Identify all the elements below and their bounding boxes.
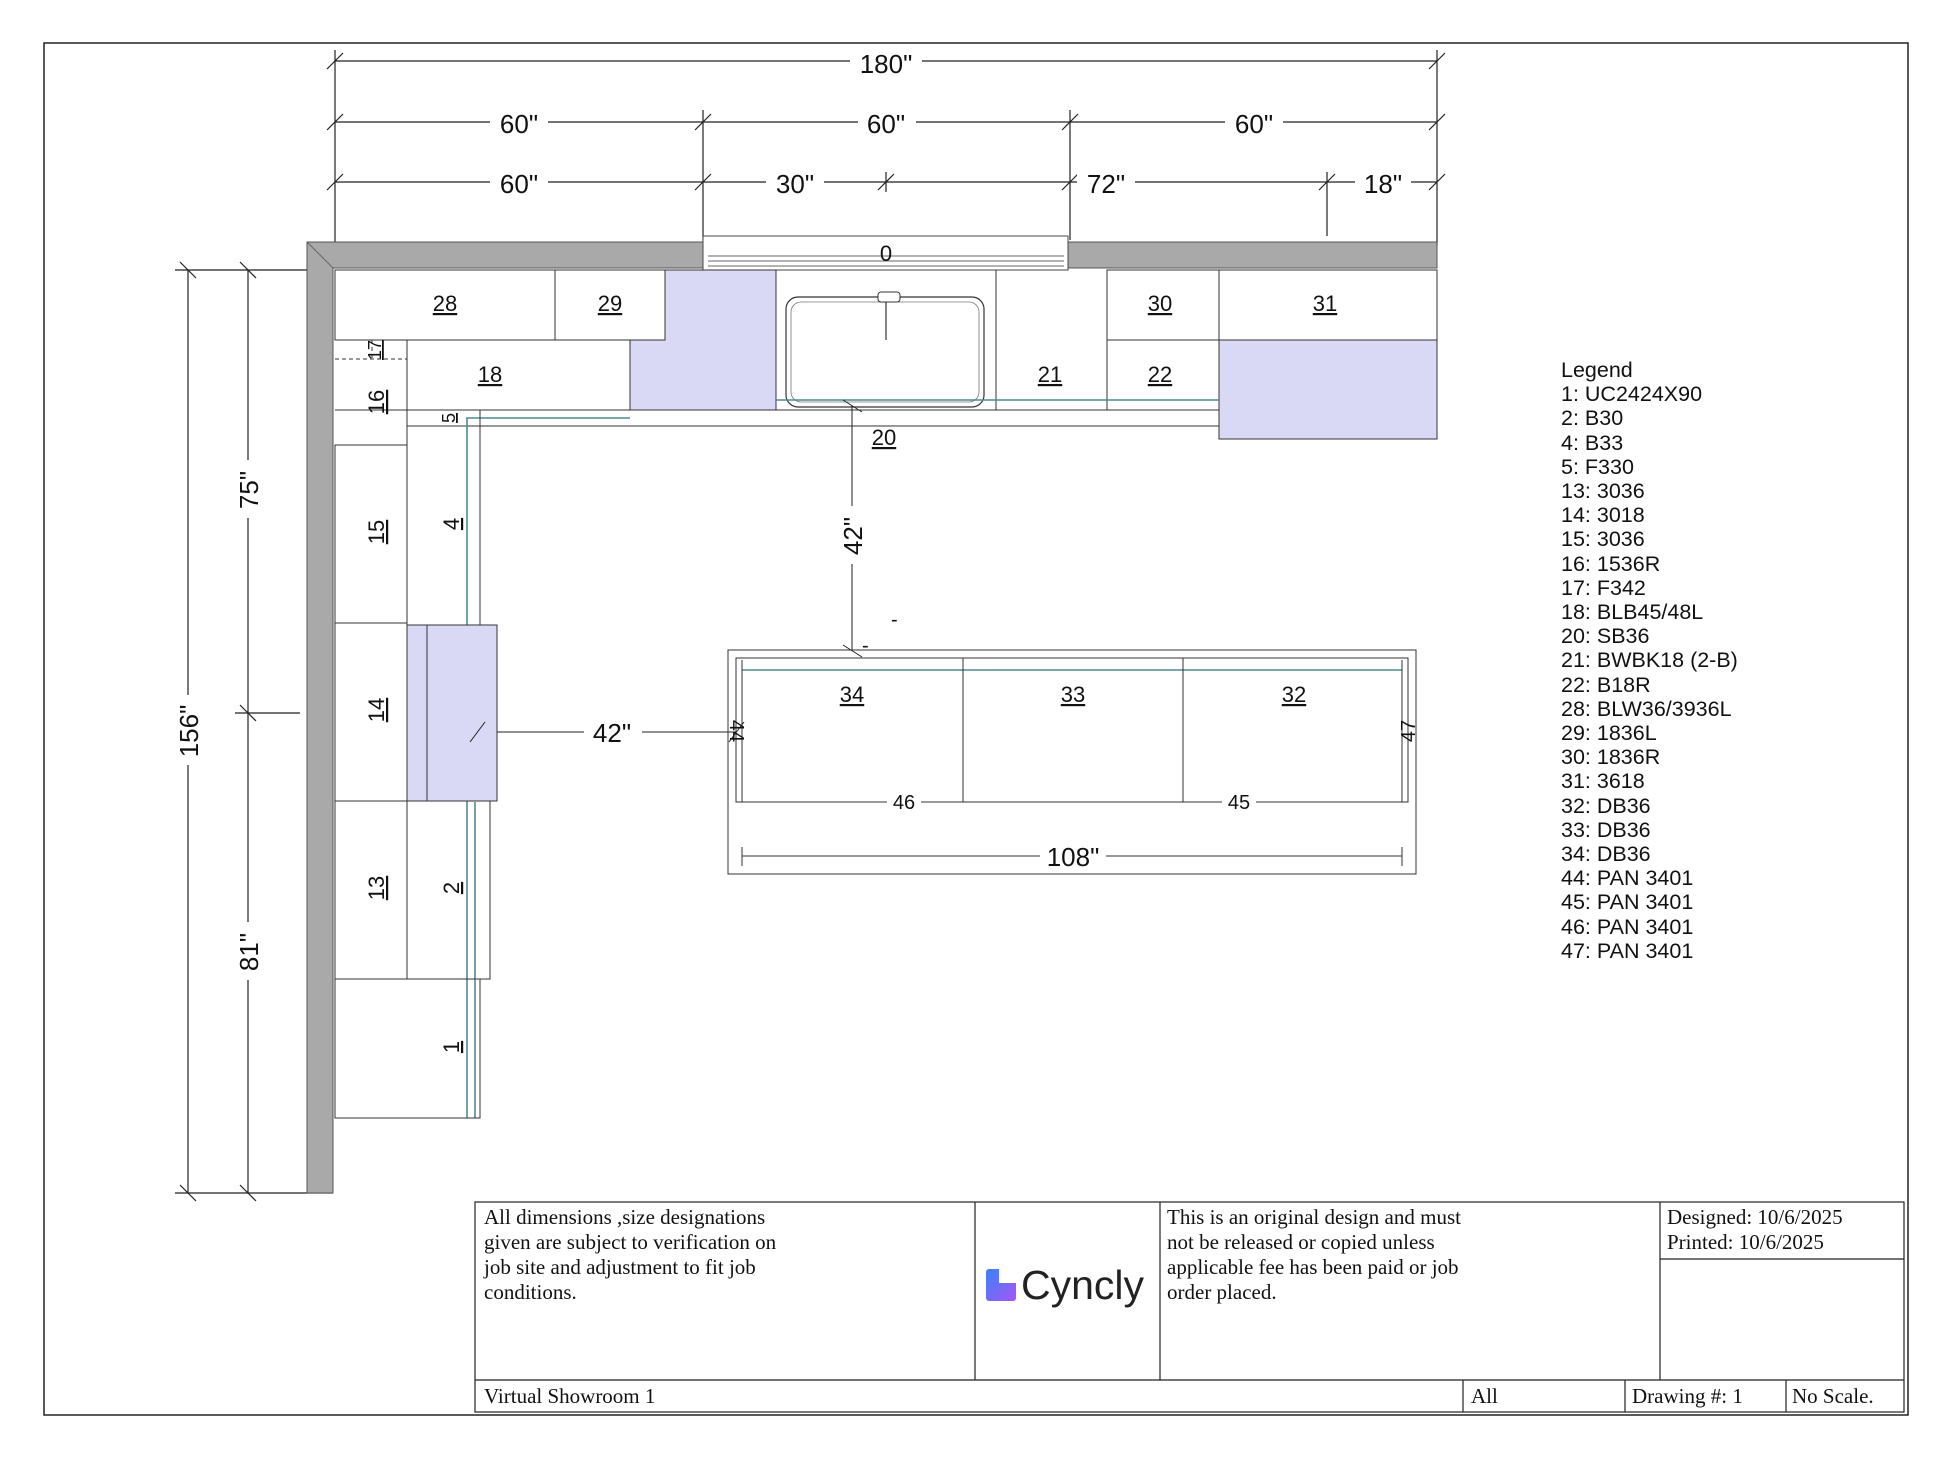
legend-item: 30: 1836R (1561, 745, 1661, 770)
legend-item: 44: PAN 3401 (1561, 866, 1694, 891)
cabinet-28: 28 (432, 291, 458, 316)
legend-title: Legend (1561, 358, 1633, 382)
legend-item: 18: BLB45/48L (1561, 600, 1704, 625)
legend-item: 13: 3036 (1561, 479, 1645, 504)
dim-left-lower: 81" (234, 932, 264, 972)
panel-46: 46 (892, 792, 916, 814)
notice-line: order placed. (1167, 1280, 1277, 1304)
scale-note: No Scale. (1792, 1384, 1874, 1408)
panel-47: 47 (1398, 719, 1420, 743)
disclaimer-text (484, 1205, 776, 1305)
disclaimer-line: given are subject to verification on (484, 1230, 777, 1254)
cabinet-highlight-right (1219, 340, 1437, 439)
legend-item: 21: BWBK18 (2-B) (1561, 648, 1738, 673)
sink-basin (786, 297, 984, 407)
dim-top-a: 60" (499, 109, 539, 139)
view-name: All (1471, 1384, 1498, 1408)
legend-item: 1: UC2424X90 (1561, 382, 1703, 407)
dim-top-b: 60" (866, 109, 906, 139)
window-label: 0 (879, 241, 893, 266)
dates (1667, 1205, 1843, 1255)
dim-aisle-vertical: 42" (838, 516, 868, 556)
cabinet-20: 20 (871, 425, 897, 450)
cabinet-34: 34 (839, 682, 865, 707)
legend-item: 4: B33 (1561, 430, 1624, 455)
legend-item: 47: PAN 3401 (1561, 938, 1694, 963)
legend-item: 34: DB36 (1561, 842, 1651, 867)
drawing-number: Drawing #: 1 (1632, 1384, 1743, 1408)
project-name: Virtual Showroom 1 (484, 1384, 656, 1408)
dim-overall-top: 180" (859, 49, 913, 79)
notice-line: not be released or copied unless (1167, 1230, 1435, 1254)
dim-top-c: 60" (1234, 109, 1274, 139)
designed-date: Designed: 10/6/2025 (1667, 1205, 1843, 1229)
cabinet-16: 16 (364, 389, 389, 415)
legend-item: 22: B18R (1561, 672, 1651, 697)
top-dimension-labels (490, 48, 1411, 199)
dim-left-overall: 156" (174, 704, 204, 758)
dim-island-length: 108" (1046, 842, 1100, 872)
cyncly-logo (986, 1262, 1145, 1308)
cabinet-13: 13 (364, 875, 389, 901)
cabinet-5: 5 (439, 412, 459, 424)
legend-item: 17: F342 (1561, 575, 1646, 600)
cabinet-1: 1 (439, 1040, 464, 1054)
dim-left-upper: 75" (234, 470, 264, 510)
legend (1561, 358, 1738, 963)
legend-item: 46: PAN 3401 (1561, 914, 1694, 939)
brand-name: Cyncly (1021, 1262, 1145, 1308)
legend-item: 20: SB36 (1561, 624, 1650, 649)
cabinet-33: 33 (1060, 682, 1086, 707)
cabinet-highlight-left (407, 625, 497, 801)
legend-item: 15: 3036 (1561, 527, 1645, 552)
cabinet-32: 32 (1281, 682, 1307, 707)
notice-line: applicable fee has been paid or job (1167, 1255, 1459, 1279)
cabinet-15: 15 (364, 519, 389, 545)
dim-sub-b: 30" (775, 169, 815, 199)
printed-date: Printed: 10/6/2025 (1667, 1230, 1824, 1254)
cabinet-29: 29 (597, 291, 623, 316)
cabinet-17: 17 (365, 339, 385, 361)
tick-mark-b: - (862, 635, 869, 657)
cabinet-2: 2 (439, 881, 464, 895)
cabinet-30: 30 (1147, 291, 1173, 316)
disclaimer-line: All dimensions ,size designations (484, 1205, 766, 1229)
cabinet-18: 18 (477, 362, 503, 387)
cabinet-14: 14 (364, 697, 389, 723)
panel-44: 44 (725, 719, 747, 743)
cabinet-31: 31 (1312, 291, 1338, 316)
legend-item: 14: 3018 (1561, 503, 1645, 528)
faucet-icon (878, 292, 900, 302)
disclaimer-line: conditions. (484, 1280, 577, 1304)
cabinet-4: 4 (439, 517, 464, 531)
cabinet-22: 22 (1147, 362, 1173, 387)
disclaimer-line: job site and adjustment to fit job (484, 1255, 756, 1279)
copyright-notice (1167, 1205, 1461, 1305)
legend-item: 32: DB36 (1561, 793, 1651, 818)
dim-aisle-horizontal: 42" (592, 718, 632, 748)
legend-item: 5: F330 (1561, 454, 1634, 479)
notice-line: This is an original design and must (1167, 1205, 1461, 1229)
dim-sub-d: 18" (1363, 169, 1403, 199)
left-run (335, 410, 497, 1118)
legend-item: 29: 1836L (1561, 721, 1657, 746)
legend-item: 28: BLW36/3936L (1561, 696, 1732, 721)
aisle-dimension-labels (584, 506, 898, 748)
legend-item: 31: 3618 (1561, 769, 1645, 794)
legend-item: 16: 1536R (1561, 551, 1661, 576)
panel-45: 45 (1227, 792, 1251, 814)
dim-sub-c: 72" (1086, 169, 1126, 199)
cabinet-21: 21 (1037, 362, 1063, 387)
tick-mark-a: - (891, 609, 898, 631)
aisle-dimensions (470, 400, 865, 742)
legend-item: 45: PAN 3401 (1561, 890, 1694, 915)
dim-sub-a: 60" (499, 169, 539, 199)
legend-item: 33: DB36 (1561, 817, 1651, 842)
legend-item: 2: B30 (1561, 406, 1624, 431)
top-dimensions (327, 50, 1445, 246)
